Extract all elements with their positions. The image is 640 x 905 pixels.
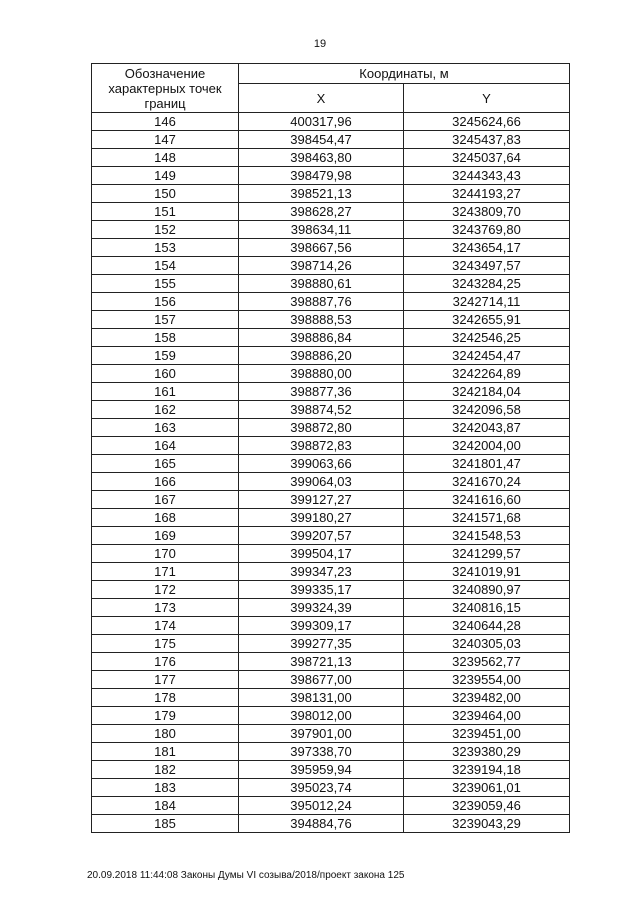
- point-number-cell: 177: [92, 671, 239, 689]
- table-row: [92, 329, 570, 347]
- x-coordinate-cell: 398131,00: [239, 689, 404, 707]
- table-row: [92, 743, 570, 761]
- table-row: [92, 113, 570, 131]
- y-coordinate-cell: 3241548,53: [404, 527, 570, 545]
- table-row: [92, 131, 570, 149]
- point-number-cell: 160: [92, 365, 239, 383]
- y-coordinate-cell: 3245037,64: [404, 149, 570, 167]
- x-coordinate-cell: 398479,98: [239, 167, 404, 185]
- point-number-cell: 184: [92, 797, 239, 815]
- table-row: [92, 383, 570, 401]
- x-coordinate-cell: 399180,27: [239, 509, 404, 527]
- table-row: [92, 599, 570, 617]
- x-coordinate-cell: 395959,94: [239, 761, 404, 779]
- y-coordinate-cell: 3242714,11: [404, 293, 570, 311]
- x-coordinate-cell: 398872,80: [239, 419, 404, 437]
- y-coordinate-cell: 3239554,00: [404, 671, 570, 689]
- x-coordinate-cell: 398628,27: [239, 203, 404, 221]
- y-coordinate-cell: 3241299,57: [404, 545, 570, 563]
- point-number-cell: 149: [92, 167, 239, 185]
- y-coordinate-cell: 3242043,87: [404, 419, 570, 437]
- table-row: [92, 635, 570, 653]
- x-coordinate-cell: 398721,13: [239, 653, 404, 671]
- point-number-cell: 182: [92, 761, 239, 779]
- point-number-cell: 168: [92, 509, 239, 527]
- coordinates-header: Координаты, м: [239, 64, 570, 84]
- y-coordinate-cell: 3244343,43: [404, 167, 570, 185]
- y-coordinate-cell: 3239061,01: [404, 779, 570, 797]
- y-coordinate-cell: 3241801,47: [404, 455, 570, 473]
- point-number-cell: 159: [92, 347, 239, 365]
- table-row: [92, 725, 570, 743]
- x-coordinate-cell: 399207,57: [239, 527, 404, 545]
- x-coordinate-cell: 398880,61: [239, 275, 404, 293]
- table-header: [92, 64, 570, 113]
- table-row: [92, 815, 570, 833]
- x-coordinate-cell: 398874,52: [239, 401, 404, 419]
- point-number-cell: 167: [92, 491, 239, 509]
- y-coordinate-cell: 3242454,47: [404, 347, 570, 365]
- point-number-cell: 170: [92, 545, 239, 563]
- table-row: [92, 797, 570, 815]
- x-coordinate-cell: 395012,24: [239, 797, 404, 815]
- table-row: [92, 257, 570, 275]
- y-coordinate-cell: 3242096,58: [404, 401, 570, 419]
- y-coordinate-cell: 3239380,29: [404, 743, 570, 761]
- x-coordinate-cell: 399335,17: [239, 581, 404, 599]
- table-row: [92, 653, 570, 671]
- table-row: [92, 671, 570, 689]
- table-row: [92, 545, 570, 563]
- point-number-cell: 150: [92, 185, 239, 203]
- x-coordinate-cell: 399277,35: [239, 635, 404, 653]
- x-coordinate-cell: 398887,76: [239, 293, 404, 311]
- x-coordinate-cell: 398888,53: [239, 311, 404, 329]
- y-coordinate-cell: 3243809,70: [404, 203, 570, 221]
- y-coordinate-cell: 3244193,27: [404, 185, 570, 203]
- x-coordinate-cell: 399504,17: [239, 545, 404, 563]
- y-coordinate-cell: 3243654,17: [404, 239, 570, 257]
- point-number-cell: 176: [92, 653, 239, 671]
- point-number-cell: 181: [92, 743, 239, 761]
- point-number-cell: 183: [92, 779, 239, 797]
- x-coordinate-cell: 398463,80: [239, 149, 404, 167]
- point-number-cell: 156: [92, 293, 239, 311]
- table-row: [92, 167, 570, 185]
- y-coordinate-cell: 3243769,80: [404, 221, 570, 239]
- table-row: [92, 509, 570, 527]
- x-coordinate-cell: 400317,96: [239, 113, 404, 131]
- x-coordinate-cell: 399324,39: [239, 599, 404, 617]
- y-coordinate-cell: 3240816,15: [404, 599, 570, 617]
- table-row: [92, 311, 570, 329]
- table-row: [92, 275, 570, 293]
- y-coordinate-cell: 3245437,83: [404, 131, 570, 149]
- point-number-cell: 173: [92, 599, 239, 617]
- table-row: [92, 293, 570, 311]
- x-coordinate-cell: 399063,66: [239, 455, 404, 473]
- table-row: [92, 761, 570, 779]
- x-coordinate-cell: 398880,00: [239, 365, 404, 383]
- page-number: 19: [313, 38, 327, 50]
- y-coordinate-cell: 3242546,25: [404, 329, 570, 347]
- x-coordinate-cell: 398677,00: [239, 671, 404, 689]
- table-row: [92, 581, 570, 599]
- x-coordinate-cell: 398012,00: [239, 707, 404, 725]
- point-number-cell: 155: [92, 275, 239, 293]
- point-number-cell: 178: [92, 689, 239, 707]
- y-coordinate-cell: 3239451,00: [404, 725, 570, 743]
- x-coordinate-cell: 398714,26: [239, 257, 404, 275]
- y-coordinate-cell: 3239464,00: [404, 707, 570, 725]
- x-coordinate-cell: 398454,47: [239, 131, 404, 149]
- y-coordinate-cell: 3242184,04: [404, 383, 570, 401]
- point-number-cell: 163: [92, 419, 239, 437]
- x-coordinate-cell: 399309,17: [239, 617, 404, 635]
- point-number-cell: 165: [92, 455, 239, 473]
- x-coordinate-cell: 394884,76: [239, 815, 404, 833]
- table-row: [92, 185, 570, 203]
- x-coordinate-cell: 397901,00: [239, 725, 404, 743]
- table-row: [92, 437, 570, 455]
- point-number-cell: 175: [92, 635, 239, 653]
- y-coordinate-cell: 3243497,57: [404, 257, 570, 275]
- x-coordinate-cell: 399127,27: [239, 491, 404, 509]
- x-coordinate-cell: 398886,20: [239, 347, 404, 365]
- point-number-cell: 151: [92, 203, 239, 221]
- point-number-cell: 148: [92, 149, 239, 167]
- table-row: [92, 779, 570, 797]
- point-number-cell: 172: [92, 581, 239, 599]
- x-coordinate-cell: 399347,23: [239, 563, 404, 581]
- table-row: [92, 527, 570, 545]
- table-row: [92, 149, 570, 167]
- y-column-header: Y: [404, 84, 570, 113]
- x-coordinate-cell: 398877,36: [239, 383, 404, 401]
- point-number-cell: 166: [92, 473, 239, 491]
- y-coordinate-cell: 3241616,60: [404, 491, 570, 509]
- y-coordinate-cell: 3241670,24: [404, 473, 570, 491]
- point-number-cell: 157: [92, 311, 239, 329]
- point-number-cell: 185: [92, 815, 239, 833]
- table-row: [92, 203, 570, 221]
- table-body: [92, 113, 570, 833]
- table-row: [92, 617, 570, 635]
- table-row: [92, 563, 570, 581]
- point-number-cell: 162: [92, 401, 239, 419]
- x-coordinate-cell: 398634,11: [239, 221, 404, 239]
- y-coordinate-cell: 3243284,25: [404, 275, 570, 293]
- table-row: [92, 221, 570, 239]
- x-column-header: X: [239, 84, 404, 113]
- y-coordinate-cell: 3240644,28: [404, 617, 570, 635]
- y-coordinate-cell: 3239059,46: [404, 797, 570, 815]
- point-number-cell: 146: [92, 113, 239, 131]
- table-row: [92, 455, 570, 473]
- point-number-cell: 164: [92, 437, 239, 455]
- point-number-cell: 174: [92, 617, 239, 635]
- point-number-cell: 154: [92, 257, 239, 275]
- point-number-cell: 161: [92, 383, 239, 401]
- table-row: [92, 401, 570, 419]
- table-row: [92, 347, 570, 365]
- y-coordinate-cell: 3239043,29: [404, 815, 570, 833]
- y-coordinate-cell: 3242004,00: [404, 437, 570, 455]
- x-coordinate-cell: 398872,83: [239, 437, 404, 455]
- x-coordinate-cell: 398521,13: [239, 185, 404, 203]
- y-coordinate-cell: 3242655,91: [404, 311, 570, 329]
- x-coordinate-cell: 398667,56: [239, 239, 404, 257]
- table-row: [92, 473, 570, 491]
- point-number-cell: 169: [92, 527, 239, 545]
- point-number-cell: 180: [92, 725, 239, 743]
- y-coordinate-cell: 3239482,00: [404, 689, 570, 707]
- point-number-cell: 171: [92, 563, 239, 581]
- y-coordinate-cell: 3239562,77: [404, 653, 570, 671]
- point-number-cell: 179: [92, 707, 239, 725]
- point-number-cell: 158: [92, 329, 239, 347]
- point-number-cell: 147: [92, 131, 239, 149]
- x-coordinate-cell: 397338,70: [239, 743, 404, 761]
- point-designation-header: Обозначение характерных точек границ: [92, 64, 239, 113]
- x-coordinate-cell: 399064,03: [239, 473, 404, 491]
- coordinates-table: [91, 63, 570, 833]
- y-coordinate-cell: 3240305,03: [404, 635, 570, 653]
- table-row: [92, 419, 570, 437]
- point-number-cell: 153: [92, 239, 239, 257]
- table-row: [92, 491, 570, 509]
- y-coordinate-cell: 3239194,18: [404, 761, 570, 779]
- footer-stamp: 20.09.2018 11:44:08 Законы Думы VI созыва/2018/проект закона 125: [87, 870, 405, 881]
- table-row: [92, 689, 570, 707]
- x-coordinate-cell: 395023,74: [239, 779, 404, 797]
- table-row: [92, 707, 570, 725]
- point-number-cell: 152: [92, 221, 239, 239]
- table-row: [92, 239, 570, 257]
- table-row: [92, 365, 570, 383]
- y-coordinate-cell: 3242264,89: [404, 365, 570, 383]
- y-coordinate-cell: 3241571,68: [404, 509, 570, 527]
- x-coordinate-cell: 398886,84: [239, 329, 404, 347]
- y-coordinate-cell: 3241019,91: [404, 563, 570, 581]
- y-coordinate-cell: 3240890,97: [404, 581, 570, 599]
- y-coordinate-cell: 3245624,66: [404, 113, 570, 131]
